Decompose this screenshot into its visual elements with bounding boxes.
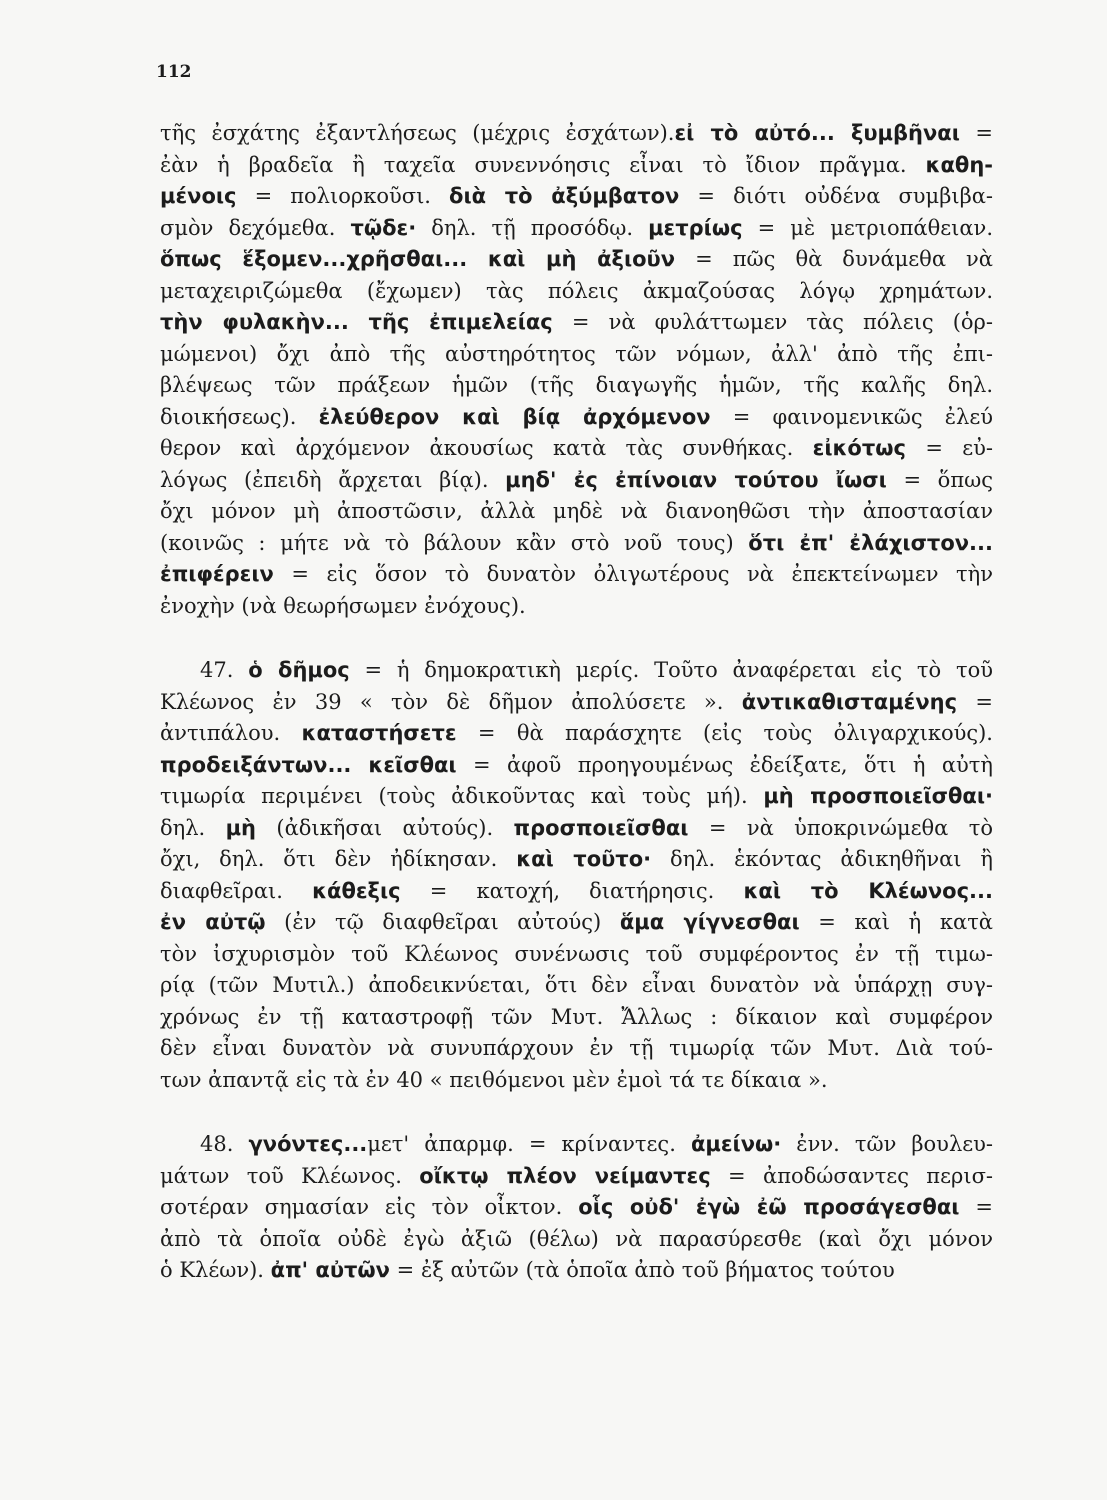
- bold-term: ἐπιφέρειν: [160, 562, 274, 586]
- text-run: = ὅπως: [886, 467, 993, 492]
- bold-term: ὅπως ἕξομεν...χρῆσθαι... καὶ μὴ ἀξιοῦν: [160, 247, 676, 271]
- bold-term: μηδ' ἐς ἐπίνοιαν τούτου ἴωσι: [505, 467, 887, 492]
- text-line: [160, 276, 993, 308]
- text-run: ἐὰν ἡ βραδεῖα ἢ ταχεῖα συνεννόησις εἶναι τὸ ἴδιον πρᾶγμα.: [160, 152, 926, 177]
- bold-term: ἐλεύθερον καὶ βίᾳ ἀρχόμενον: [318, 404, 711, 429]
- bold-term: γνόντες...: [248, 1132, 368, 1156]
- text-run: = ἡ δημοκρατικὴ μερίς. Τοῦτο ἀναφέρεται εἰς τὸ τοῦ: [349, 658, 993, 682]
- text-line: [160, 1033, 993, 1065]
- bold-term: προδειξάντων... κεῖσθαι: [160, 752, 457, 777]
- text-line: [160, 559, 993, 591]
- text-line: [160, 465, 993, 497]
- text-line: [160, 876, 993, 908]
- bold-term: τὴν φυλακὴν... τῆς ἐπιμελείας: [160, 310, 553, 334]
- text-run: = ἐξ αὐτῶν (τὰ ὁποῖα ἀπὸ τοῦ βήματος τούτου: [390, 1258, 895, 1282]
- text-run: = πολιορκοῦσι.: [236, 184, 450, 208]
- text-line: [160, 1224, 993, 1256]
- text-run: χρόνως ἐν τῇ καταστροφῇ τῶν Μυτ. Ἄλλως : δίκαιον καὶ συμφέρον: [160, 1004, 993, 1029]
- bold-term: εἰ τὸ αὐτό... ξυμβῆναι: [674, 121, 960, 145]
- text-run: = θὰ παράσχητε (εἰς τοὺς ὀλιγαρχικούς).: [456, 721, 993, 745]
- text-run: ἐνοχὴν (νὰ θεωρήσωμεν ἐνόχους).: [160, 593, 526, 618]
- text-run: ὄχι, δηλ. ὅτι δὲν ἠδίκησαν.: [160, 847, 517, 871]
- bold-term: καταστήσετε: [301, 721, 457, 745]
- bold-term: οἴκτῳ πλέον νείμαντες: [419, 1163, 711, 1188]
- text-run: = ἀφοῦ προηγουμένως ἐδείξατε, ὅτι ἡ αὐτὴ: [456, 752, 993, 777]
- text-run: 47.: [200, 658, 249, 682]
- text-run: σοτέραν σημασίαν εἰς τὸν οἶκτον.: [160, 1195, 579, 1219]
- page-number: 112: [156, 62, 192, 82]
- bold-term: ὅτι ἐπ' ἐλάχιστον...: [748, 530, 993, 555]
- text-line: [160, 591, 993, 623]
- text-run: τὸν ἰσχυρισμὸν τοῦ Κλέωνος συνένωσις τοῦ συμφέροντος ἐν τῇ τιμω-: [160, 941, 993, 966]
- text-run: ἐνν. τῶν βουλευ-: [781, 1132, 993, 1156]
- bold-term: εἰκότως: [812, 436, 906, 460]
- text-line: [160, 718, 993, 750]
- text-run: διοικήσεως).: [160, 404, 319, 429]
- bold-term: οἷς οὐδ' ἐγὼ ἐῶ προσάγεσθαι: [578, 1195, 960, 1219]
- text-line: [160, 1255, 993, 1287]
- text-line: [160, 970, 993, 1002]
- text-line: [160, 1129, 993, 1161]
- bold-term: τῷδε·: [350, 215, 417, 240]
- text-run: λόγως (ἐπειδὴ ἄρχεται βίᾳ).: [160, 467, 506, 492]
- text-line: [160, 433, 993, 465]
- text-line: [160, 750, 993, 782]
- bold-term: ἐν αὐτῷ: [160, 910, 266, 934]
- bold-term: μὴ: [225, 815, 257, 840]
- text-run: δηλ.: [160, 815, 226, 840]
- text-run: = νὰ φυλάττωμεν τὰς πόλεις (ὁρ-: [552, 310, 993, 334]
- text-run: δὲν εἶναι δυνατὸν νὰ συνυπάρχουν ἐν τῇ τιμωρίᾳ τῶν Μυτ. Διὰ τού-: [160, 1036, 993, 1060]
- text-line: [160, 339, 993, 371]
- text-run: ἀντιπάλου.: [160, 721, 302, 745]
- text-line: [160, 939, 993, 971]
- text-run: τῆς ἐσχάτης ἐξαντλήσεως (μέχρις ἐσχάτων).: [160, 121, 675, 145]
- text-line: [160, 118, 993, 150]
- bold-term: μὴ προσποιεῖσθαι·: [763, 784, 993, 808]
- text-run: διαφθεῖραι.: [160, 878, 313, 903]
- bold-term: μετρίως: [648, 215, 743, 240]
- text-line: [160, 244, 993, 276]
- bold-term: ἀπ' αὐτῶν: [270, 1258, 390, 1282]
- bold-term: κάθεξις: [312, 878, 401, 903]
- text-run: = ἀποδώσαντες περισ-: [710, 1163, 993, 1188]
- text-run: = κατοχή, διατήρησις.: [400, 878, 744, 903]
- text-line: [160, 150, 993, 182]
- text-run: = καὶ ἡ κατὰ: [799, 910, 993, 934]
- text-run: 48.: [200, 1132, 249, 1156]
- text-line: [160, 1161, 993, 1193]
- bold-term: καθη-: [925, 152, 993, 177]
- text-line: [160, 181, 993, 213]
- text-line: [160, 370, 993, 402]
- text-run: δηλ. ἑκόντας ἀδικηθῆναι ἢ: [651, 847, 993, 871]
- bold-term: ἀντικαθισταμένης: [741, 689, 958, 714]
- text-line: [160, 213, 993, 245]
- text-run: θερον καὶ ἀρχόμενον ἀκουσίως κατὰ τὰς συνθήκας.: [160, 436, 813, 460]
- text-run: (ἐν τῷ διαφθεῖραι αὐτούς): [265, 910, 620, 934]
- text-line: [160, 687, 993, 719]
- text-run: = νὰ ὑποκρινώμεθα τὸ: [688, 815, 993, 840]
- text-run: ρίᾳ (τῶν Μυτιλ.) ἀποδεικνύεται, ὅτι δὲν εἶναι δυνατὸν νὰ ὑπάρχῃ συγ-: [160, 973, 993, 997]
- text-run: τιμωρία περιμένει (τοὺς ἀδικοῦντας καὶ τοὺς μή).: [160, 784, 764, 808]
- text-line: [160, 496, 993, 528]
- text-run: μώμενοι) ὄχι ἀπὸ τῆς αὐστηρότητος τῶν νόμων, ἀλλ' ἀπὸ τῆς ἐπι-: [160, 341, 993, 366]
- text-run: (κοινῶς : μήτε νὰ τὸ βάλουν κἂν στὸ νοῦ τους): [160, 530, 749, 555]
- text-run: βλέψεως τῶν πράξεων ἡμῶν (τῆς διαγωγῆς ἡμῶν, τῆς καλῆς δηλ.: [160, 373, 993, 397]
- bold-term: μένοις: [160, 184, 237, 208]
- text-run: =: [959, 121, 993, 145]
- text-line: [160, 655, 993, 687]
- text-run: (ἀδικῆσαι αὐτούς).: [256, 815, 514, 840]
- bold-term: προσποιεῖσθαι: [513, 815, 689, 840]
- text-run: μετ' ἀπαρμφ. = κρίναντες.: [367, 1132, 691, 1156]
- bold-term: διὰ τὸ ἀξύμβατον: [449, 184, 680, 208]
- text-run: σμὸν δεχόμεθα.: [160, 215, 351, 240]
- text-line: [160, 781, 993, 813]
- bold-term: ἅμα γίγνεσθαι: [619, 910, 800, 934]
- text-run: = εἰς ὅσον τὸ δυνατὸν ὀλιγωτέρους νὰ ἐπεκτείνωμεν τὴν: [273, 562, 993, 586]
- text-line: [160, 1065, 993, 1097]
- text-run: ὁ Κλέων).: [160, 1258, 271, 1282]
- text-line: [160, 528, 993, 560]
- text-line: [160, 1002, 993, 1034]
- text-line: [160, 907, 993, 939]
- text-run: ἀπὸ τὰ ὁποῖα οὐδὲ ἐγὼ ἀξιῶ (θέλω) νὰ παρασύρεσθε (καὶ ὄχι μόνον: [160, 1226, 993, 1251]
- bold-term: καὶ τὸ Κλέωνος...: [743, 878, 993, 903]
- text-run: =: [957, 689, 993, 714]
- text-run: ὄχι μόνον μὴ ἀποστῶσιν, ἀλλὰ μηδὲ νὰ διανοηθῶσι τὴν ἀποστασίαν: [160, 499, 993, 523]
- text-run: = διότι οὐδένα συμβιβα-: [679, 184, 993, 208]
- text-run: μάτων τοῦ Κλέωνος.: [160, 1163, 420, 1188]
- text-run: δηλ. τῇ προσόδῳ.: [416, 215, 649, 240]
- bold-term: καὶ τοῦτο·: [516, 847, 652, 871]
- text-line: [160, 402, 993, 434]
- text-line: [160, 813, 993, 845]
- text-line: [160, 844, 993, 876]
- bold-term: ἀμείνω·: [690, 1132, 782, 1156]
- text-run: μεταχειριζώμεθα (ἔχωμεν) τὰς πόλεις ἀκμαζούσας λόγῳ χρημάτων.: [160, 278, 993, 303]
- text-run: Κλέωνος ἐν 39 « τὸν δὲ δῆμον ἀπολύσετε ».: [160, 689, 742, 714]
- text-block: [160, 118, 993, 1287]
- bold-term: ὁ δῆμος: [248, 658, 350, 682]
- text-run: των ἀπαντᾷ εἰς τὰ ἐν 40 « πειθόμενοι μὲν ἐμοὶ τά τε δίκαια ».: [160, 1067, 828, 1092]
- text-run: = πῶς θὰ δυνάμεθα νὰ: [675, 247, 993, 271]
- text-line: [160, 1192, 993, 1224]
- text-run: = μὲ μετριοπάθειαν.: [742, 215, 993, 240]
- text-run: =: [959, 1195, 993, 1219]
- text-line: [160, 307, 993, 339]
- text-run: = εὐ-: [905, 436, 993, 460]
- text-run: = φαινομενικῶς ἐλεύ: [710, 404, 993, 429]
